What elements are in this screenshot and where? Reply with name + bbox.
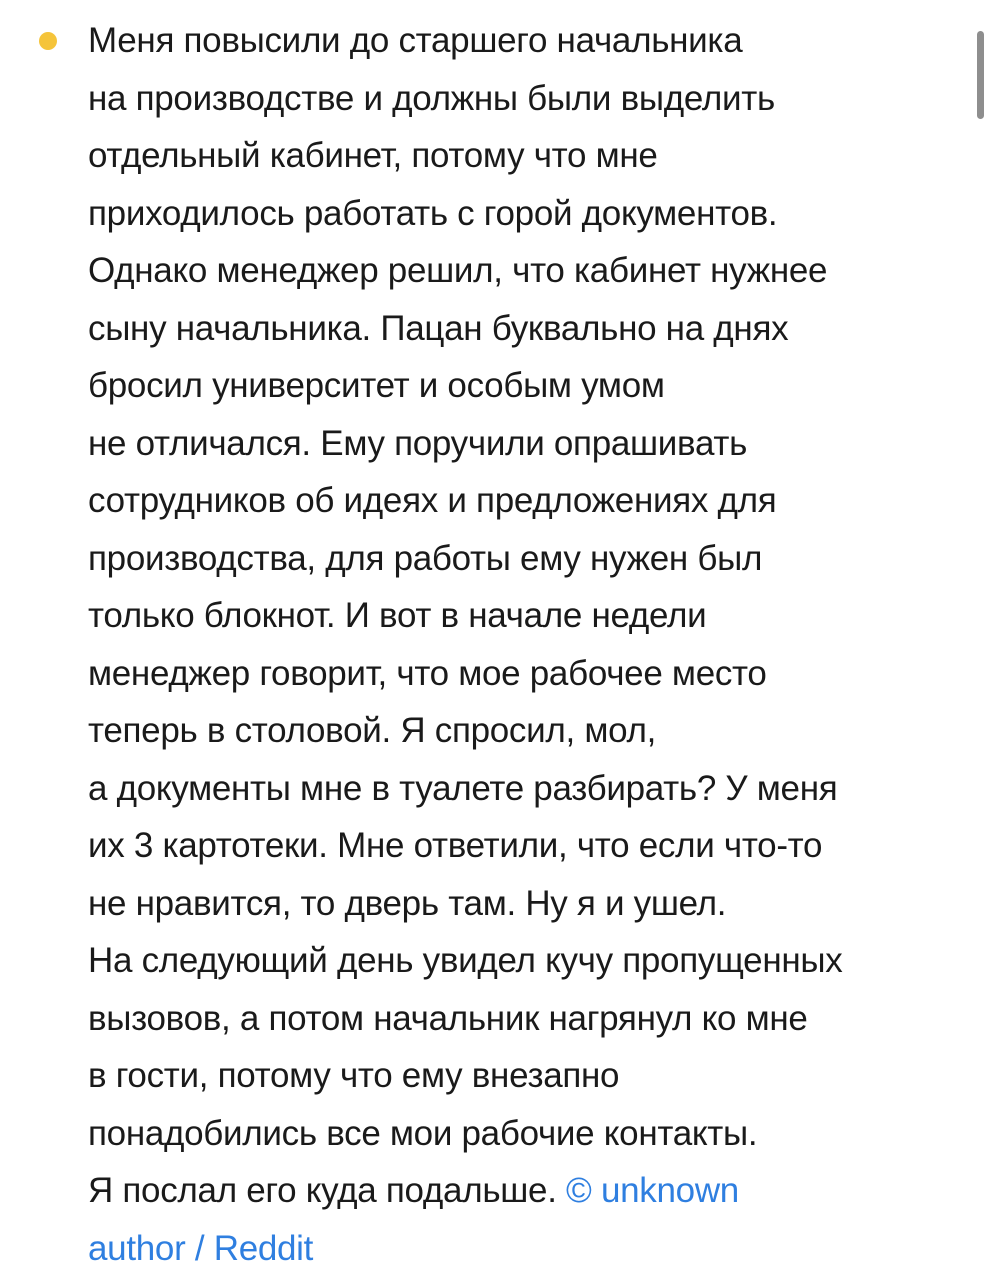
- list-bullet: [39, 32, 57, 50]
- credit-link-part1[interactable]: © unknown: [566, 1171, 739, 1210]
- story-line: приходилось работать с горой документов.: [88, 193, 778, 233]
- story-line: вызовов, а потом начальник нагрянул ко мне: [88, 998, 808, 1038]
- story-final-text: Я послал его куда подальше.: [88, 1171, 567, 1210]
- story-line: теперь в столовой. Я спросил, мол,: [88, 711, 657, 750]
- story-line: не отличался. Ему поручили опрашивать: [88, 423, 748, 463]
- story-line: не нравится, то дверь там. Ну я и ушел.: [88, 883, 727, 923]
- scrollbar-thumb[interactable]: [977, 31, 984, 119]
- story-text: [88, 12, 958, 1277]
- story-line: на производстве и должны были выделить: [88, 78, 775, 118]
- story-line: бросил университет и особым умом: [88, 366, 665, 405]
- story-line: а документы мне в туалете разбирать? У меня: [88, 768, 838, 808]
- story-line: отдельный кабинет, потому что мне: [88, 136, 658, 175]
- story-line: только блокнот. И вот в начале недели: [88, 596, 707, 635]
- story-line: производства, для работы ему нужен был: [88, 538, 763, 578]
- story-line: их 3 картотеки. Мне ответили, что если что-то: [88, 826, 823, 865]
- story-line: сотрудников об идеях и предложениях для: [88, 481, 777, 520]
- story-line: понадобились все мои рабочие контакты.: [88, 1113, 758, 1153]
- story-line: менеджер говорит, что мое рабочее место: [88, 653, 767, 693]
- story-line: На следующий день увидел кучу пропущенных: [88, 941, 843, 980]
- story-line: Меня повысили до старшего начальника: [88, 21, 743, 60]
- credit-link-part2[interactable]: author / Reddit: [88, 1228, 314, 1268]
- story-line: Однако менеджер решил, что кабинет нужнее: [88, 251, 828, 290]
- story-line: в гости, потому что ему внезапно: [88, 1056, 620, 1095]
- story-line-final: [88, 1162, 958, 1220]
- story-line: сыну начальника. Пацан буквально на днях: [88, 308, 789, 348]
